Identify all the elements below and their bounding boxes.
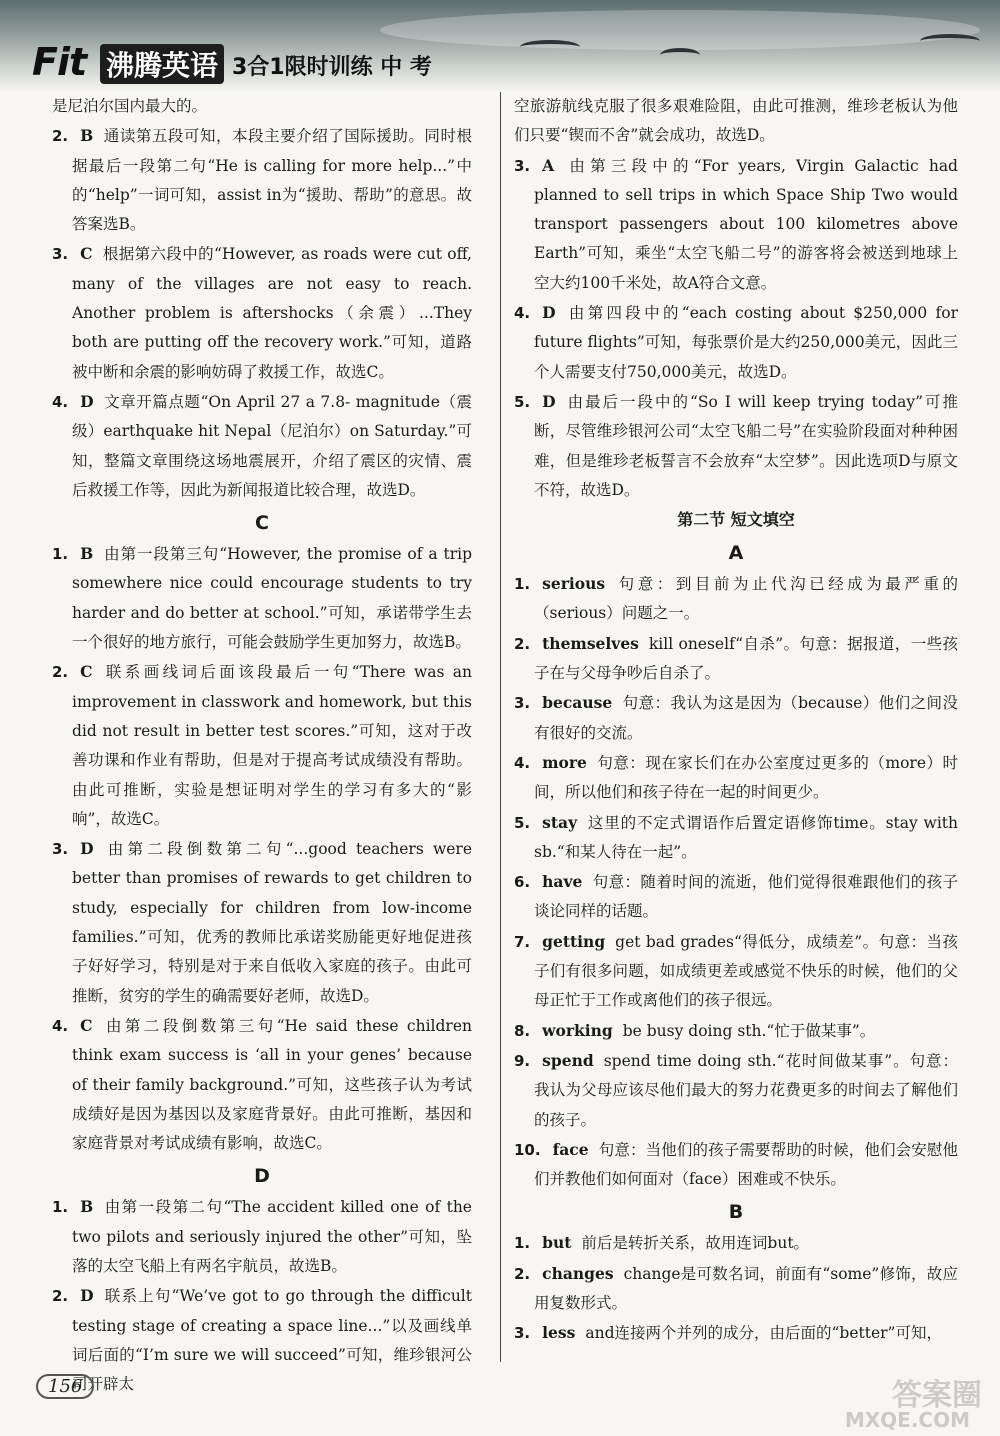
answer-key: because xyxy=(542,693,613,713)
section-two-heading: 第二节 短文填空 xyxy=(677,510,795,530)
answer-explanation: 前后是转折关系，故用连词but。 xyxy=(581,1234,810,1253)
answer-number: 7. xyxy=(514,932,531,951)
answer-number: 1. xyxy=(514,575,531,594)
answer-explanation: 联系上句“We’ve got to go through the difficult testing stage of creating a space line...”以及画线单词后面的“I’m sure we will succeed”可知，维珍银河公司开辟太 xyxy=(72,1287,472,1394)
answer-number: 3. xyxy=(514,1324,531,1343)
answer-explanation: 句意：当他们的孩子需要帮助的时候，他们会安慰他们并教他们如何面对（face）困难或不快乐。 xyxy=(534,1140,958,1189)
answer-explanation: spend time doing sth.“花时间做某事”。句意：我认为父母应该尽他们最大的努力花费更多的时间去了解他们的孩子。 xyxy=(534,1051,958,1129)
logo-fit: Fit xyxy=(32,40,87,84)
answer-explanation: 联系画线词后面该段最后一句“There was an improvement in classwork and homework, but this did not result in better test scores.”可知，这对于改善功课和作业有帮助，但是对于提高考试成绩没有帮助。由此可推断，实验是想证明对学生的学习有多大的“影响”，故选C。 xyxy=(72,663,472,828)
section-letter-a: A xyxy=(728,542,744,565)
answer-list-b2 xyxy=(514,1228,958,1348)
page-number: 156 xyxy=(36,1374,94,1399)
answer-item xyxy=(52,657,472,834)
answer-key: D xyxy=(80,1286,94,1306)
answer-item xyxy=(514,808,958,868)
section-letter-b: B xyxy=(728,1201,744,1224)
answer-explanation: get bad grades“得低分，成绩差”。句意：当孩子们有很多问题，如成绩更差或感觉不快乐的时候，他们的父母正忙于工作或离他们的孩子很远。 xyxy=(534,932,958,1010)
answer-number: 6. xyxy=(514,873,531,892)
seagull-icon xyxy=(520,40,580,54)
answer-key: serious xyxy=(542,574,606,594)
answer-explanation: 句意：我认为这是因为（because）他们之间没有很好的交流。 xyxy=(534,694,958,742)
answer-key: D xyxy=(542,303,556,323)
brand-name: 沸腾英语 xyxy=(100,44,224,84)
answer-item xyxy=(514,387,958,505)
answer-key: D xyxy=(80,839,94,859)
continued-text: 是尼泊尔国内最大的。 xyxy=(52,97,208,115)
answer-list-a xyxy=(514,569,958,1194)
answer-item xyxy=(514,1228,958,1258)
answer-number: 4. xyxy=(52,392,69,411)
answer-item xyxy=(514,748,958,808)
answer-explanation: 句意：到目前为止代沟已经成为最严重的（serious）问题之一。 xyxy=(534,575,958,623)
answer-number: 3. xyxy=(514,694,531,713)
answer-key: C xyxy=(80,244,93,264)
answer-key: face xyxy=(552,1139,589,1159)
answer-key: D xyxy=(80,391,94,411)
answer-number: 2. xyxy=(52,663,69,682)
answer-explanation: 这里的不定式谓语作后置定语修饰time。stay with sb.“和某人待在一起”。 xyxy=(534,813,958,861)
answer-explanation: and连接两个并列的成分，由后面的“better”可知， xyxy=(585,1324,942,1343)
answer-key: C xyxy=(80,662,93,682)
answer-key: stay xyxy=(542,812,578,832)
seagull-icon xyxy=(660,48,700,62)
section-letter-d: D xyxy=(254,1165,270,1188)
answer-explanation: 由第一段第二句“The accident killed one of the two pilots and seriously injured the other”可知，坠落的太空飞船上有两名宇航员，故选B。 xyxy=(72,1198,472,1275)
answer-key: spend xyxy=(542,1050,594,1070)
answer-explanation: 根据第六段中的“However, as roads were cut off, many of the villages are not easy to reach. Another problem is aftershocks（余震）...They both are putting off the recovery work.”可知，道路被中断和余震的影响妨碍了救援工作，故选C。 xyxy=(72,245,472,381)
page-header xyxy=(0,0,1000,92)
answer-key: A xyxy=(542,155,555,175)
answer-item xyxy=(52,1281,472,1399)
answer-explanation: 由最后一段中的“So I will keep trying today”可推断，尽管维珍银河公司“太空飞船二号”在实验阶段面对种种困难，但是维珍老板誓言不会放弃“太空梦”。因此选项D与原文不符，故选D。 xyxy=(534,392,958,499)
answer-list-d-cont xyxy=(514,151,958,506)
answer-key: B xyxy=(80,126,94,146)
answer-key: less xyxy=(542,1323,576,1343)
header-cloud xyxy=(380,10,980,50)
answer-item xyxy=(52,1192,472,1281)
answer-key: working xyxy=(542,1020,613,1040)
answer-item xyxy=(52,387,472,505)
answer-number: 10. xyxy=(514,1140,541,1159)
answer-number: 3. xyxy=(52,245,69,264)
left-column xyxy=(52,92,472,1399)
answer-number: 2. xyxy=(514,1264,531,1283)
answer-key: but xyxy=(542,1233,572,1253)
book-subtitle: 3合1限时训练 中 考 xyxy=(232,55,432,80)
answer-item xyxy=(514,1318,958,1348)
answer-number: 8. xyxy=(514,1021,531,1040)
answer-item xyxy=(514,927,958,1016)
answer-item xyxy=(514,151,958,298)
answer-number: 1. xyxy=(514,1234,531,1253)
answer-item xyxy=(514,1046,958,1135)
answer-item xyxy=(52,239,472,386)
answer-item xyxy=(514,569,958,629)
answer-explanation: 由第三段中的“For years, Virgin Galactic had planned to sell trips in which Space Ship Two would transport passengers about 100 kilometres above Earth”可知，乘坐“太空飞船二号”的游客将会被送到地球上空大约100千米处，故A符合文意。 xyxy=(534,156,958,292)
continued-text: 空旅游航线克服了很多艰难险阻，由此可推测，维珍老板认为他们只要“锲而不舍”就会成功，故选D。 xyxy=(514,97,958,145)
answer-key: B xyxy=(80,544,94,564)
answer-number: 2. xyxy=(52,127,69,146)
answer-item xyxy=(52,539,472,657)
answer-explanation: 通读第五段可知，本段主要介绍了国际援助。同时根据最后一段第二句“He is calling for more help...”中的“help”一词可知，assist in为“援助、帮助”的意思。故答案选B。 xyxy=(72,127,472,234)
watermark-logo: 答案圈 xyxy=(892,1378,982,1413)
answer-item xyxy=(514,1016,958,1046)
answer-item xyxy=(514,629,958,689)
answer-explanation: be busy doing sth.“忙于做某事”。 xyxy=(622,1021,876,1040)
answer-explanation: 句意：随着时间的流逝，他们觉得很难跟他们的孩子谈论同样的话题。 xyxy=(534,873,958,921)
answer-number: 5. xyxy=(514,813,531,832)
answer-key: themselves xyxy=(542,633,639,653)
answer-key: getting xyxy=(542,931,606,951)
answer-number: 1. xyxy=(52,1198,69,1217)
answer-explanation: kill oneself“自杀”。句意：据报道，一些孩子在与父母争吵后自杀了。 xyxy=(534,634,958,683)
answer-number: 1. xyxy=(52,545,69,564)
answer-explanation: change是可数名词，前面有“some”修饰，故应用复数形式。 xyxy=(534,1264,958,1312)
seagull-icon xyxy=(920,34,980,48)
answer-number: 4. xyxy=(52,1016,69,1035)
answer-explanation: 由第四段中的“each costing about $250,000 for future flights”可知，每张票价是大约250,000美元，因此三个人需要支付750,000美元，故选D。 xyxy=(534,304,958,381)
answer-item xyxy=(514,1259,958,1319)
answer-item xyxy=(52,1011,472,1158)
answer-explanation: 由第二段倒数第二句“...good teachers were better than promises of rewards to get children to study, especially for children from low-income families.”可知，优秀的教师比承诺奖励能更好地促进孩子好好学习，特别是对于来自低收入家庭的孩子。由此可推断，贫穷的学生的确需要好老师，故选D。 xyxy=(72,840,472,1005)
answer-key: B xyxy=(80,1197,94,1217)
section-letter-c: C xyxy=(255,512,269,535)
answer-item xyxy=(514,688,958,748)
answer-number: 2. xyxy=(52,1287,69,1306)
answer-key: more xyxy=(542,752,587,772)
answer-list-c xyxy=(52,539,472,1158)
answer-number: 5. xyxy=(514,392,531,411)
answer-item xyxy=(52,834,472,1011)
answer-item xyxy=(52,121,472,239)
answer-item xyxy=(514,1135,958,1195)
answer-list-d xyxy=(52,1192,472,1399)
answer-key: C xyxy=(80,1015,93,1035)
answer-key: have xyxy=(542,872,583,892)
column-divider xyxy=(500,92,501,1362)
watermark-url: MXQE.COM xyxy=(844,1408,970,1432)
answer-list-b xyxy=(52,121,472,505)
answer-explanation: 句意：现在家长们在办公室度过更多的（more）时间，所以他们和孩子待在一起的时间更少。 xyxy=(534,753,958,802)
answer-explanation: 由第二段倒数第三句“He said these children think exam success is ‘all in your genes’ because of their family background.”可知，这些孩子认为考试成绩好是因为基因以及家庭背景好。由此可推断，基因和家庭背景对考试成绩有影响，故选C。 xyxy=(72,1016,472,1153)
right-column xyxy=(514,92,958,1349)
answer-explanation: 文章开篇点题“On April 27 a 7.8- magnitude（震级）earthquake hit Nepal（尼泊尔）on Saturday.”可知，整篇文章围绕这场地震展开，介绍了震区的灾情、震后救援工作等，因此为新闻报道比较合理，故选D。 xyxy=(72,392,472,499)
answer-number: 4. xyxy=(514,304,531,323)
answer-item xyxy=(514,298,958,387)
answer-number: 4. xyxy=(514,753,531,772)
answer-number: 2. xyxy=(514,634,531,653)
answer-key: changes xyxy=(542,1263,614,1283)
answer-explanation: 由第一段第三句“However, the promise of a trip somewhere nice could encourage students to try harder and do better at school.”可知，承诺带学生去一个很好的地方旅行，可能会鼓励学生更加努力，故选B。 xyxy=(72,545,472,652)
answer-item xyxy=(514,867,958,927)
answer-number: 3. xyxy=(52,840,69,859)
answer-key: D xyxy=(542,391,556,411)
answer-number: 3. xyxy=(514,156,531,175)
answer-number: 9. xyxy=(514,1051,531,1070)
